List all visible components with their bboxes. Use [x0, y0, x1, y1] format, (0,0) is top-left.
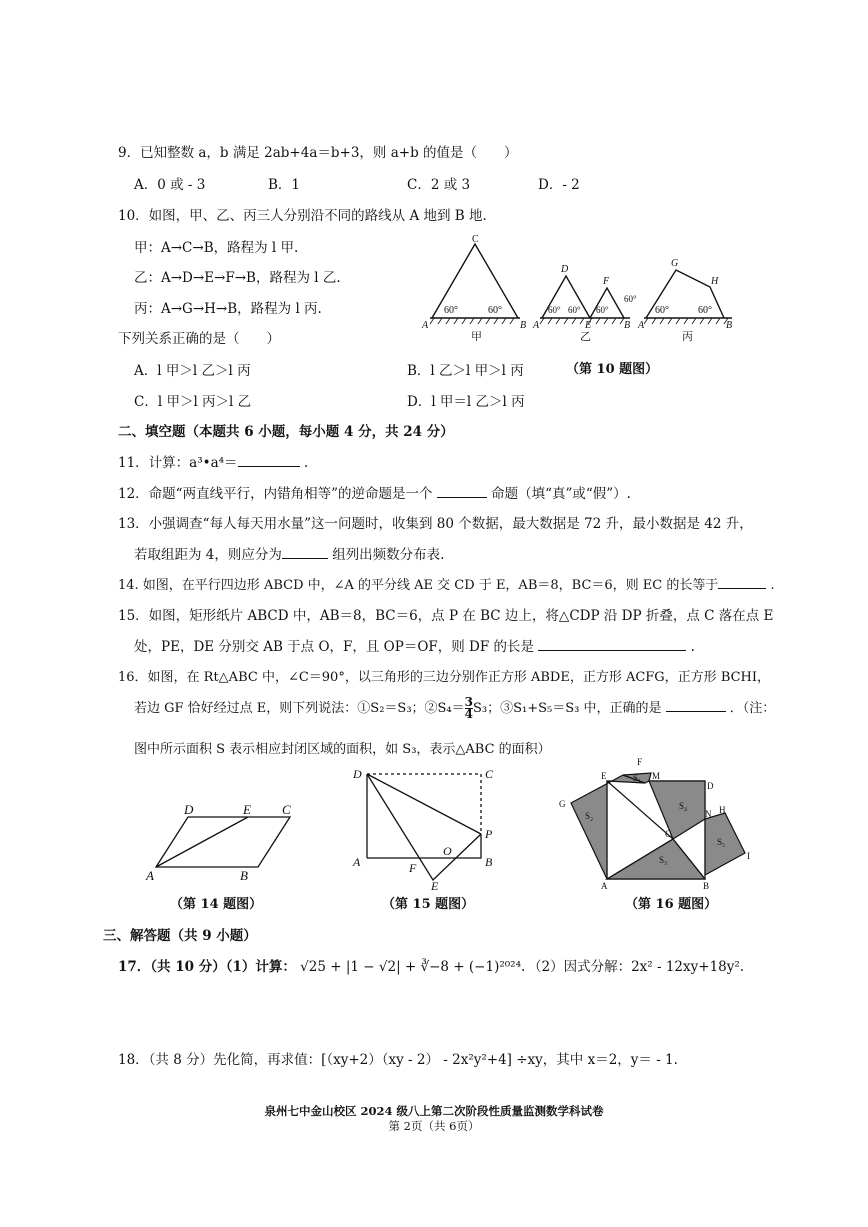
q16-line2-mid: S₃；③S₁+S₅＝S₃ 中，正确的是 [473, 701, 662, 716]
fig16-label-b: B [703, 881, 710, 890]
fig16-label-a: A [601, 881, 608, 890]
fig10-angle-8: 60° [698, 305, 712, 316]
fig10-label-a3: A [638, 320, 645, 331]
q16-frac-num: 3 [464, 695, 474, 709]
fig10-angle-3: 60° [548, 305, 561, 315]
q10-ask: 下列关系正确的是（ ） [118, 331, 280, 347]
fig10-label-c: C [472, 234, 479, 245]
fig15-label-b: B [485, 855, 493, 869]
q18: 18．（共 8 分）先化简，再求值：[（xy+2）（xy - 2） - 2x²y²+4] ÷xy，其中 x＝2，y＝ - 1. [118, 1052, 678, 1068]
q12-pre: 12．命题“两直线平行，内错角相等”的逆命题是一个 [118, 486, 433, 502]
q16-line2-pre: 若边 GF 恰好经过点 E，则下列说法：①S₂＝S₃；②S₄＝ [134, 701, 465, 716]
fig10-label-g: G [671, 258, 679, 269]
fig10-label-h: H [711, 276, 719, 287]
fig10-angle-2: 60° [488, 305, 502, 316]
figure-q10 [420, 232, 740, 344]
fig16-label-s3: S₃ [659, 855, 668, 865]
fig16-region-s3 [607, 839, 705, 879]
q15-line1: 15．如图，矩形纸片 ABCD 中，AB＝8，BC＝6，点 P 在 BC 边上，将△CDP 沿 DP 折叠，点 C 落在点 E [118, 608, 774, 624]
q16-line2 [134, 697, 775, 720]
fig16-label-m: M [652, 771, 661, 781]
q11-blank [238, 454, 300, 467]
q14-text: 14. 如图，在平行四边形 ABCD 中，∠A 的平分线 AE 交 CD 于 E，AB＝8，BC＝6，则 EC 的长等于 [118, 578, 719, 593]
q15-blank [538, 638, 686, 651]
q16-caption: （第 16 题图） [625, 897, 718, 912]
fig10-label-a1: A [422, 320, 429, 331]
q15-line2-text: 处，PE，DE 分别交 AB 于点 O，F，且 OP＝OF，则 DF 的长是 [134, 639, 535, 655]
fig15-label-f: F [409, 861, 417, 875]
fig14-parallelogram [156, 817, 290, 867]
q10-option-b: B．l 乙＞l 甲＞l 丙 [407, 363, 524, 379]
q15-caption: （第 15 题图） [382, 897, 475, 912]
fig10-label-f: F [603, 276, 610, 287]
q16-line1: 16．如图，在 Rt△ABC 中，∠C＝90°，以三角形的三边分别作正方形 ABDE，正方形 ACFG，正方形 BCHI， [118, 670, 771, 685]
fig14-label-a: A [146, 868, 154, 883]
q12-post: 命题（填“真”或“假”）. [491, 486, 631, 502]
fig10-angle-6: 60° [624, 294, 637, 304]
fig16-label-g: G [559, 799, 566, 809]
fig16-label-n: N [705, 809, 712, 819]
q10-route-yi: 乙：A→D→E→F→B，路程为 l 乙. [134, 270, 341, 286]
fig10-angle-4: 60° [568, 305, 581, 315]
fig16-label-s4: S₄ [679, 801, 688, 811]
fig15-label-p: P [485, 827, 493, 841]
fig16-label-s2: S₂ [585, 811, 594, 821]
fig10-angle-1: 60° [444, 305, 458, 316]
fig15-folded-dep [367, 774, 481, 880]
fig14-label-c: C [282, 802, 291, 817]
q10-route-bing: 丙：A→G→H→B，路程为 l 丙. [134, 301, 322, 317]
q12-blank [437, 485, 487, 498]
fig10-label-d: D [561, 264, 569, 275]
q9-option-c: C．2 或 3 [407, 177, 471, 193]
q10-option-d: D．l 甲＝l 乙＞l 丙 [407, 394, 525, 410]
section3-heading: 三、解答题（共 9 小题） [103, 928, 257, 944]
q16-blank [666, 699, 726, 712]
q13-blank [282, 546, 328, 559]
fig10-angle-5: 60° [596, 305, 609, 315]
q14-caption: （第 14 题图） [170, 897, 263, 912]
fig15-line-dp [367, 774, 481, 834]
fig16-label-s5: S₅ [717, 837, 726, 847]
fig10-label-yi: 乙 [580, 331, 591, 343]
q16-line2-post: ．（注： [729, 701, 776, 716]
q13-line2-pre: 若取组距为 4，则应分为 [134, 547, 282, 563]
figure-q15 [345, 762, 505, 892]
q10-option-a: A．l 甲＞l 乙＞l 丙 [134, 363, 251, 379]
q10-caption: （第 10 题图） [566, 362, 659, 377]
section2-heading: 二、填空题（本题共 6 小题，每小题 4 分，共 24 分） [118, 424, 454, 440]
q10-route-jia: 甲：A→C→B，路程为 l 甲. [134, 240, 299, 256]
fig15-edge-abp [367, 834, 481, 858]
fig16-label-c: C [665, 829, 672, 839]
fig16-label-h: H [719, 805, 726, 815]
fig10-label-b3: B [726, 320, 733, 331]
fig10-label-b1: B [520, 320, 527, 331]
q17-pre: 17．（共 10 分）（1）计算： [118, 959, 296, 975]
fig15-label-e: E [431, 879, 439, 892]
q11-text: 11．计算：a³•a⁴＝ [118, 455, 238, 471]
q9-stem: 9．已知整数 a，b 满足 2ab+4a＝b+3，则 a+b 的值是（ ） [118, 145, 518, 161]
fig10-label-jia: 甲 [471, 331, 482, 343]
q9-option-a: A．0 或 - 3 [134, 177, 206, 193]
q17-expr: √25 + |1 − √2| + ∛−8 + (−1)²⁰²⁴. [300, 959, 526, 975]
q17 [118, 955, 525, 975]
q13-line2 [134, 543, 444, 563]
q13-line1: 13．小强调查“每人每天用水量”这一问题时，收集到 80 个数据，最大数据是 72 升，最小数据是 42 升， [118, 516, 753, 532]
q9-option-d: D．- 2 [538, 177, 580, 193]
q13-line2-post: 组列出频数分布表. [332, 547, 445, 563]
fig14-line-ae [156, 817, 248, 867]
fig15-label-a: A [353, 855, 361, 869]
fig14-label-d: D [184, 802, 194, 817]
q11: 11．计算：a³•a⁴＝ . [118, 455, 309, 471]
fig16-label-f: F [637, 757, 643, 767]
fig10-label-b2: B [624, 320, 631, 331]
fig15-label-c: C [485, 767, 494, 781]
figure-q16 [555, 755, 755, 890]
q16-frac-den: 4 [464, 707, 474, 721]
q14-blank [718, 576, 766, 589]
fig10-label-a2: A [533, 320, 540, 331]
fig16-region-s4 [649, 781, 705, 839]
fig10-label-bing: 丙 [682, 331, 693, 343]
q9-option-b: B．1 [268, 177, 301, 193]
q16-line3: 图中所示面积 S 表示相应封闭区域的面积，如 S₃，表示△ABC 的面积） [134, 742, 551, 757]
fig16-label-d: D [707, 781, 714, 791]
fig16-label-i: I [747, 851, 750, 861]
fig15-label-o: O [443, 844, 452, 858]
fig14-label-e: E [243, 802, 251, 817]
q12 [118, 482, 631, 502]
fig14-label-b: B [240, 868, 248, 883]
q16-fraction [465, 697, 473, 720]
q14: 14. 如图，在平行四边形 ABCD 中，∠A 的平分线 AE 交 CD 于 E，AB＝8，BC＝6，则 EC 的长等于 . [118, 578, 775, 593]
footer-title: 泉州七中金山校区 2024 级八上第二次阶段性质量监测数学科试卷 [264, 1104, 604, 1118]
footer-page: 第 2页（共 6页） [388, 1119, 480, 1133]
q10-option-c: C．l 甲＞l 丙＞l 乙 [134, 394, 252, 410]
fig15-label-d: D [353, 767, 362, 781]
q10-stem: 10．如图，甲、乙、丙三人分别沿不同的路线从 A 地到 B 地. [118, 208, 487, 224]
q17-part2: （2）因式分解：2x² - 12xy+18y². [528, 959, 745, 975]
q15-line2: 处，PE，DE 分别交 AB 于点 O，F，且 OP＝OF，则 DF 的长是 . [134, 639, 695, 655]
fig16-label-s1: S₁ [633, 773, 642, 783]
fig10-label-e: E [585, 320, 592, 331]
figure-q14 [140, 795, 310, 883]
fig10-angle-7: 60° [655, 305, 669, 316]
fig16-label-e: E [601, 771, 607, 781]
